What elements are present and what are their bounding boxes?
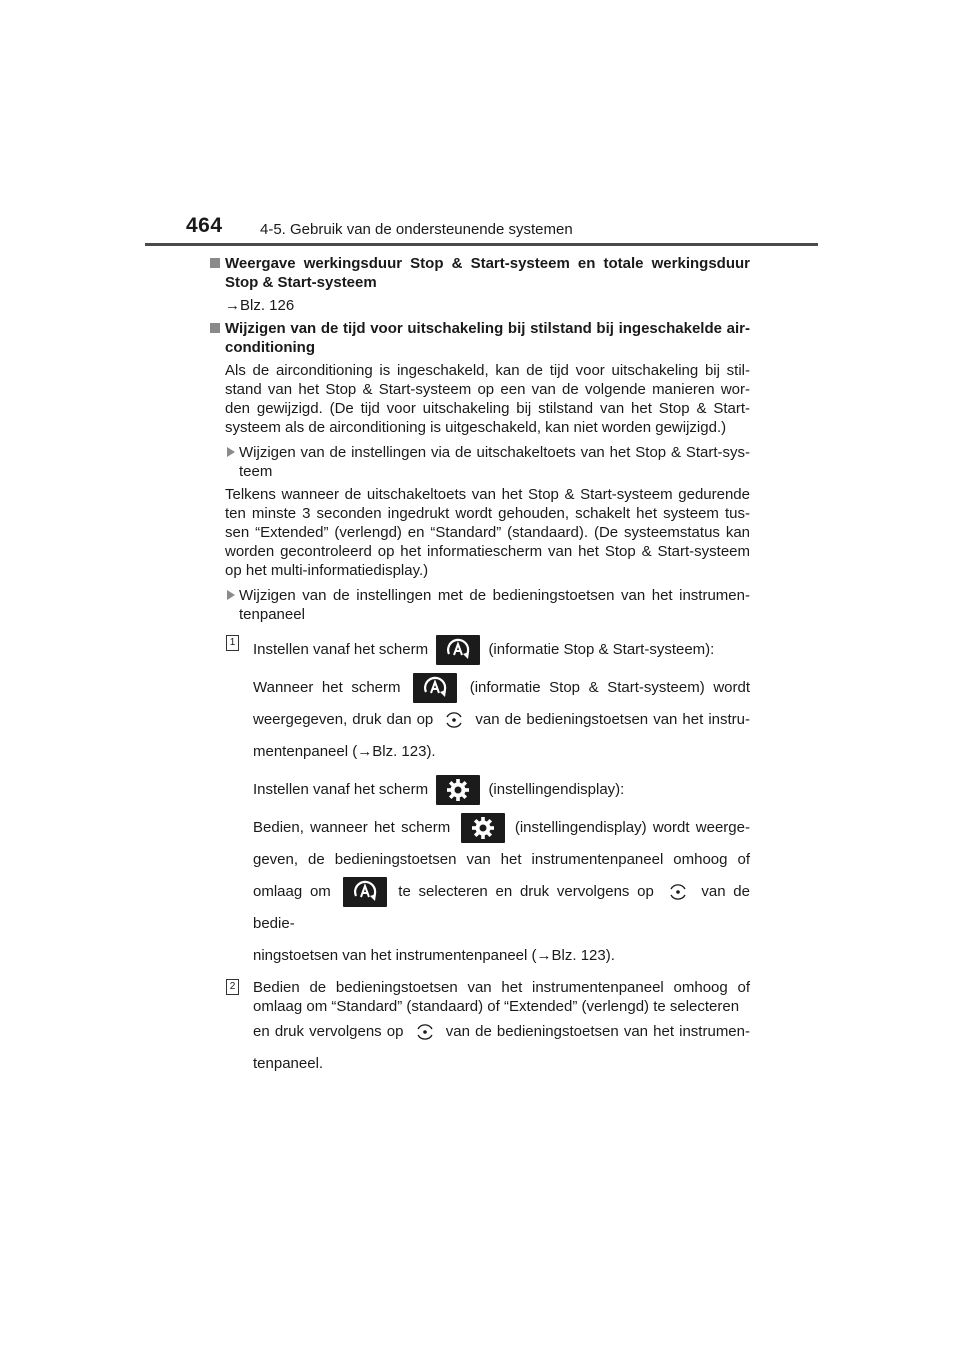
- page-content: [210, 254, 750, 1080]
- ok-button-icon: [415, 1022, 435, 1042]
- method-paragraph-cancel-switch: Telkens wanneer de uitschakeltoets van het Stop & Start-systeem gedurende ten minste 3 seconden ingedrukt wordt gehouden, schakelt het systeem tus-sen “Extended” (verlengd) en “Standard” (standaard). (De systeemstatus kan worden gecontroleerd op het informatiescherm van het Stop & Start-systeem op het multi-informatiedisplay.): [225, 486, 750, 579]
- section-title: 4-5. Gebruik van de ondersteunende systemen: [260, 221, 573, 238]
- gear-icon: [436, 775, 480, 805]
- ok-button-icon: [668, 882, 688, 902]
- auto-stop-start-icon: [413, 673, 457, 703]
- header-divider: [145, 243, 818, 246]
- step-1: [210, 634, 750, 972]
- ok-button-icon: [444, 710, 464, 730]
- step-1-paragraph-settings-screen: Bedien, wanneer het scherm (instellingendisplay) wordt weerge- geven, de bedieningstoetsen van het instrumentenpaneel omhoog of omlaag om te selecteren en druk vervolgens op van de bedie- ningstoetsen van het instrumentenpaneel (→Blz. 123).: [253, 812, 750, 972]
- page-number: 464: [186, 214, 223, 237]
- intro-paragraph: Als de airconditioning is ingeschakeld, kan de tijd voor uitschakeling bij stil-stand van het Stop & Start-systeem op een van de volgende manieren wor-den gewijzigd. (De tijd voor uitschakeling bij stilstand van het Stop & Start-systeem als de airconditioning is uitgeschakeld, kan niet worden gewijzigd.): [225, 362, 750, 436]
- gear-icon: [461, 813, 505, 843]
- triangle-bullet-icon: [227, 590, 235, 600]
- step-number-1: 1: [226, 635, 239, 651]
- step-number-2: 2: [226, 979, 239, 995]
- section-heading-operation-time: Weergave werkingsduur Stop & Start-systeem en totale werkingsduur Stop & Start-systeem: [210, 254, 750, 292]
- section-heading-shutoff-time: Wijzigen van de tijd voor uitschakeling bij stilstand bij ingeschakelde air-conditioning: [210, 319, 750, 357]
- square-bullet-icon: [210, 323, 220, 333]
- method-heading-cancel-switch: Wijzigen van de instellingen via de uitschakeltoets van het Stop & Start-sys-teem: [210, 443, 750, 481]
- square-bullet-icon: [210, 258, 220, 268]
- step-2: 2 Bedien de bedieningstoetsen van het instrumentenpaneel omhoog of omlaag om “Standard” (standaard) of “Extended” (verlengd) te selecteren en druk vervolgens op van de bedieningstoetsen van het instrumen- tenpaneel.: [210, 978, 750, 1080]
- step-1-paragraph-info-screen: Wanneer het scherm (informatie Stop & Start-systeem) wordt weergegeven, druk dan op van de bedieningstoetsen van het instru- mentenpaneel (→Blz. 123).: [253, 672, 750, 768]
- step-1-line-info-screen: Instellen vanaf het scherm (informatie Stop & Start-systeem):: [253, 634, 750, 666]
- page-reference: →Blz. 126: [225, 297, 295, 314]
- step-1-line-settings-screen: Instellen vanaf het scherm (instellingendisplay):: [253, 774, 750, 806]
- triangle-bullet-icon: [227, 447, 235, 457]
- method-heading-meter-switches: Wijzigen van de instellingen met de bedieningstoetsen van het instrumen-tenpaneel: [210, 586, 750, 624]
- auto-stop-start-icon: [436, 635, 480, 665]
- auto-stop-start-icon: [343, 877, 387, 907]
